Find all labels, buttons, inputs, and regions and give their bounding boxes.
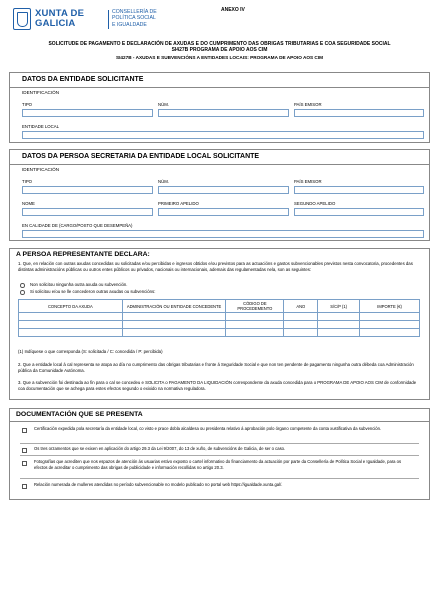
table-header-row xyxy=(19,300,420,313)
tipo-field[interactable] xyxy=(22,109,153,117)
calidade-field[interactable] xyxy=(22,230,424,238)
table-cell[interactable] xyxy=(360,321,420,329)
logo xyxy=(13,8,163,30)
col-ano: ANO xyxy=(284,300,318,313)
table-cell[interactable] xyxy=(226,321,284,329)
apelido2-field[interactable] xyxy=(294,208,424,216)
doc-label: Relación numerada de mulleres atendidas no período subvencionable no modelo publicado no portal web https://igualdade.xunta.gal/. xyxy=(34,482,283,487)
table-cell[interactable] xyxy=(318,321,360,329)
doc-item xyxy=(20,426,419,440)
section-heading: A PERSOA REPRESENTANTE DECLARA: xyxy=(16,251,150,258)
table-cell[interactable] xyxy=(284,329,318,337)
table-cell[interactable] xyxy=(122,321,226,329)
table-cell[interactable] xyxy=(122,313,226,321)
section-heading: DATOS DA ENTIDADE SOLICITANTE xyxy=(22,76,144,83)
col-codigo: CÓDIGO DE PROCEDEMENTO xyxy=(226,300,284,313)
col-scp: S/C/P (1) xyxy=(318,300,360,313)
aids-table xyxy=(18,299,420,337)
logo-sub-line: CONSELLERÍA DE xyxy=(112,9,157,15)
divider xyxy=(20,455,419,456)
section-heading: DOCUMENTACIÓN QUE SE PRESENTA xyxy=(16,411,143,418)
form-subtitle: SI427B - AXUDAS E SUBVENCIÓNS A ENTIDADES LOCAIS: PROGRAMA DE APOIO AOS CIM xyxy=(115,55,324,60)
section-declara xyxy=(9,248,430,400)
doc-item xyxy=(20,446,419,454)
nome-field[interactable] xyxy=(22,208,153,216)
apelido2-label: SEGUNDO APELIDO xyxy=(294,201,336,206)
table-cell[interactable] xyxy=(360,313,420,321)
section-entidade xyxy=(9,72,430,143)
apelido1-field[interactable] xyxy=(158,208,289,216)
table-cell[interactable] xyxy=(122,329,226,337)
section-heading: DATOS DA PERSOA SECRETARIA DA ENTIDADE LOCAL SOLICITANTE xyxy=(22,153,260,160)
option-none-label: Non solicitou ningunha outra axuda ou subvención. xyxy=(30,282,128,287)
anexo-label: ANEXO IV xyxy=(221,7,245,13)
pais-label: PAÍS EMISOR xyxy=(294,179,322,184)
option-yes-radio[interactable] xyxy=(20,290,25,295)
logo-text: XUNTA DE GALICIA xyxy=(35,8,85,29)
table-note: (1) Indíquese o que corresponda (S: solicitada / C: concedida / P: percibida) xyxy=(18,349,163,354)
divider xyxy=(20,443,419,444)
form-title: SOLICITUDE DE PAGAMENTO E DECLARACIÓN DE AXUDAS E DO CUMPRIMENTO DAS OBRIGAS TRIBUTARIAS E COA SEGURIDADE SOCIAL xyxy=(48,41,391,47)
section-secretaria xyxy=(9,149,430,241)
num-field[interactable] xyxy=(158,186,289,194)
doc-label: Certificación expedida pola secretaría da entidade local, co visto e prace dobla alcaldesa ou presidenta relativo á aprobación polo órgano competente da conta xustificativa da subvención. xyxy=(34,426,382,431)
doc-checkbox[interactable] xyxy=(22,461,27,466)
doc-item xyxy=(20,482,419,490)
tipo-label: TIPO xyxy=(22,102,33,107)
table-row xyxy=(19,321,420,329)
doc-label: Os tres orzamentos que se exixen en aplicación do artigo 29.3 da Lei 9/2007, do 13 de xuño, de subvencións de Galicia, de ser o caso. xyxy=(34,446,286,451)
table-cell[interactable] xyxy=(318,313,360,321)
coat-of-arms-icon xyxy=(13,8,31,30)
col-importe: IMPORTE (€) xyxy=(360,300,420,313)
num-label: NÚM. xyxy=(158,179,169,184)
col-administracion: ADMINISTRACIÓN OU ENTIDADE CONCEDENTE xyxy=(122,300,226,313)
identificacion-label: IDENTIFICACIÓN xyxy=(22,90,60,95)
table-cell[interactable] xyxy=(19,321,123,329)
declaration-item-1: 1. Que, en relación con outras axudas concedidas ou solicitadas e/ou percibidas e ingresos obtidos e/ou previstos para as actuacións e gastos subvencionables previstos nesta convocatoria, procedentes das distintas administracións públicas ou outros entes públicos ou privados, nacionais ou internacionais, ademais das regulamentadas nela, son as seguintes: xyxy=(18,261,413,272)
divider xyxy=(10,421,429,422)
form-code: SI427B PROGRAMA DE APOIO AOS CIM xyxy=(171,47,268,53)
num-field[interactable] xyxy=(158,109,289,117)
doc-checkbox[interactable] xyxy=(22,428,27,433)
calidade-label: EN CALIDADE DE (CARGO/POSTO QUE DESEMPEÑA) xyxy=(22,223,133,228)
divider xyxy=(20,478,419,479)
option-none-radio[interactable] xyxy=(20,283,25,288)
declaration-item-2: 2. Que a entidade local á cal representa se atopa ao día no cumprimento das obrigas tributarias e fronte á Seguridade Social e que non ten pendente de pagamento ningunha outra débeda coa Administración pública da Comunidade Autónoma. xyxy=(18,362,414,373)
logo-divider xyxy=(108,10,109,29)
logo-subtitle xyxy=(112,9,172,28)
table-cell[interactable] xyxy=(19,313,123,321)
table-row xyxy=(19,313,420,321)
tipo-field[interactable] xyxy=(22,186,153,194)
table-cell[interactable] xyxy=(284,321,318,329)
identificacion-label: IDENTIFICACIÓN xyxy=(22,167,60,172)
table-cell[interactable] xyxy=(19,329,123,337)
divider xyxy=(10,87,429,88)
doc-checkbox[interactable] xyxy=(22,448,27,453)
divider xyxy=(10,164,429,165)
logo-sub-line: POLÍTICA SOCIAL xyxy=(112,15,156,22)
table-cell[interactable] xyxy=(226,329,284,337)
nome-label: NOME xyxy=(22,201,35,206)
num-label: NÚM. xyxy=(158,102,169,107)
option-yes-label: Si solicitou e/ou se lle concederon outras axudas ou subvencións: xyxy=(30,289,156,294)
apelido1-label: PRIMEIRO APELIDO xyxy=(158,201,199,206)
table-cell[interactable] xyxy=(284,313,318,321)
pais-field[interactable] xyxy=(294,109,424,117)
entidade-local-field[interactable] xyxy=(22,131,424,139)
table-cell[interactable] xyxy=(360,329,420,337)
entidade-local-label: ENTIDADE LOCAL xyxy=(22,124,60,129)
tipo-label: TIPO xyxy=(22,179,33,184)
doc-label: Fotografías que acrediten que nos espazos de atención ás usuarias estivo exposto o cartel informativo do financiamento da actuación por parte da Consellería de Política Social e Igualdade, para os efectos de acreditar o cumprimento das obrigas de publicidade e información recollidas no artigo 20.3. xyxy=(34,459,402,470)
declaration-item-3: 3. Que a subvención foi destinada ao fin para o cal se concedeu e SOLICITA o PAGAMENTO DA LIQUIDACIÓN correspondente da axuda concedida para o PROGRAMA DE APOIO AOS CIM de conformidade coa documentación que se achega para estes efectos segundo o exixido na normativa reguladora. xyxy=(18,380,417,391)
doc-checkbox[interactable] xyxy=(22,484,27,489)
pais-field[interactable] xyxy=(294,186,424,194)
pais-label: PAÍS EMISOR xyxy=(294,102,322,107)
doc-item xyxy=(20,459,419,477)
table-cell[interactable] xyxy=(226,313,284,321)
logo-sub-line: E IGUALDADE xyxy=(112,21,147,28)
table-cell[interactable] xyxy=(318,329,360,337)
table-row xyxy=(19,329,420,337)
col-concepto: CONCEPTO DA AXUDA xyxy=(19,300,123,313)
